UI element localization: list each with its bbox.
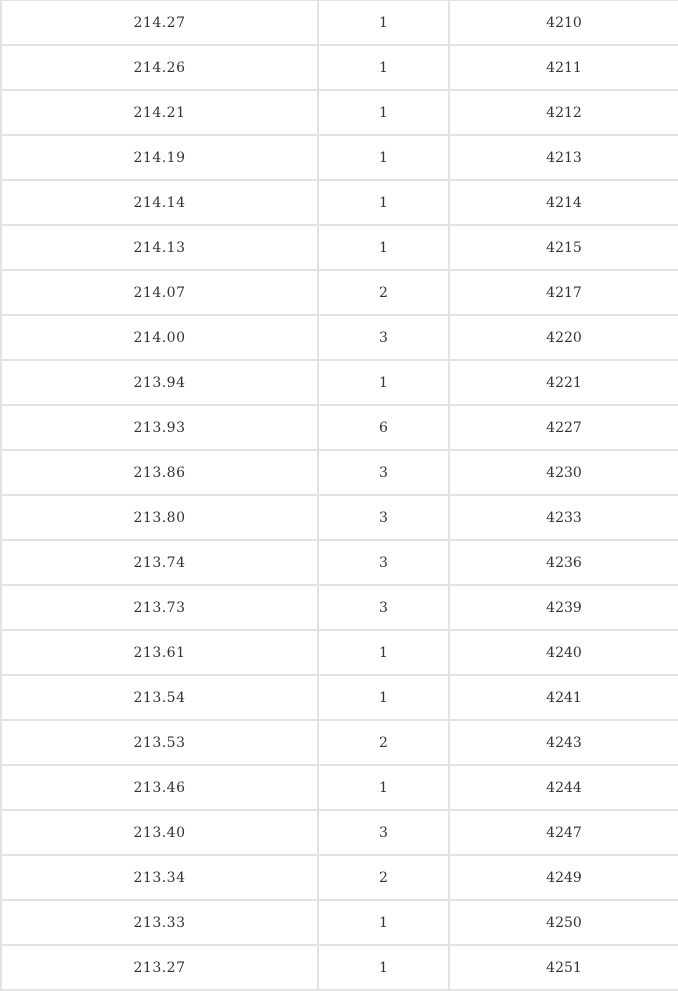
- rank-cell: 4241: [449, 675, 678, 720]
- score-cell: 213.61: [1, 630, 318, 675]
- table-row: [1, 90, 678, 135]
- table-row: [1, 945, 678, 990]
- table-row: [1, 405, 678, 450]
- table-row: [1, 360, 678, 405]
- rank-cell: 4240: [449, 630, 678, 675]
- table-row: [1, 765, 678, 810]
- rank-cell: 4214: [449, 180, 678, 225]
- score-cell: 213.40: [1, 810, 318, 855]
- rank-cell: 4251: [449, 945, 678, 990]
- rank-cell: 4236: [449, 540, 678, 585]
- table-row: [1, 720, 678, 765]
- score-cell: 213.33: [1, 900, 318, 945]
- count-cell: 1: [318, 900, 449, 945]
- table-row: [1, 630, 678, 675]
- count-cell: 3: [318, 495, 449, 540]
- table-row: [1, 270, 678, 315]
- count-cell: 1: [318, 630, 449, 675]
- table-row: [1, 855, 678, 900]
- table-row: [1, 225, 678, 270]
- score-cell: 213.27: [1, 945, 318, 990]
- score-cell: 213.80: [1, 495, 318, 540]
- score-cell: 214.00: [1, 315, 318, 360]
- count-cell: 3: [318, 540, 449, 585]
- rank-cell: 4250: [449, 900, 678, 945]
- score-cell: 213.94: [1, 360, 318, 405]
- table-row: [1, 540, 678, 585]
- score-cell: 213.34: [1, 855, 318, 900]
- count-cell: 2: [318, 270, 449, 315]
- rank-cell: 4227: [449, 405, 678, 450]
- score-cell: 214.07: [1, 270, 318, 315]
- count-cell: 2: [318, 855, 449, 900]
- count-cell: 2: [318, 720, 449, 765]
- count-cell: 1: [318, 765, 449, 810]
- rank-cell: 4244: [449, 765, 678, 810]
- score-cell: 214.27: [1, 1, 318, 46]
- count-cell: 1: [318, 180, 449, 225]
- count-cell: 1: [318, 225, 449, 270]
- table-row: [1, 180, 678, 225]
- score-cell: 213.93: [1, 405, 318, 450]
- score-cell: 214.13: [1, 225, 318, 270]
- rank-cell: 4213: [449, 135, 678, 180]
- score-cell: 214.14: [1, 180, 318, 225]
- rank-cell: 4247: [449, 810, 678, 855]
- rank-cell: 4243: [449, 720, 678, 765]
- score-cell: 214.26: [1, 45, 318, 90]
- score-cell: 213.86: [1, 450, 318, 495]
- count-cell: 1: [318, 675, 449, 720]
- score-cell: 213.54: [1, 675, 318, 720]
- rank-cell: 4220: [449, 315, 678, 360]
- rank-cell: 4233: [449, 495, 678, 540]
- count-cell: 1: [318, 1, 449, 46]
- table-row: [1, 1, 678, 46]
- table-row: [1, 900, 678, 945]
- table-row: [1, 675, 678, 720]
- count-cell: 3: [318, 450, 449, 495]
- count-cell: 3: [318, 315, 449, 360]
- rank-cell: 4215: [449, 225, 678, 270]
- count-cell: 1: [318, 360, 449, 405]
- rank-cell: 4217: [449, 270, 678, 315]
- count-cell: 3: [318, 810, 449, 855]
- score-cell: 213.73: [1, 585, 318, 630]
- count-cell: 3: [318, 585, 449, 630]
- rank-cell: 4210: [449, 1, 678, 46]
- table-row: [1, 135, 678, 180]
- table-row: [1, 810, 678, 855]
- table-row: [1, 315, 678, 360]
- rank-cell: 4211: [449, 45, 678, 90]
- score-cell: 214.21: [1, 90, 318, 135]
- count-cell: 1: [318, 945, 449, 990]
- table-row: [1, 450, 678, 495]
- score-cell: 213.46: [1, 765, 318, 810]
- table-row: [1, 585, 678, 630]
- rank-cell: 4230: [449, 450, 678, 495]
- table-row: [1, 45, 678, 90]
- count-cell: 1: [318, 90, 449, 135]
- rank-cell: 4249: [449, 855, 678, 900]
- count-cell: 1: [318, 135, 449, 180]
- score-cell: 213.53: [1, 720, 318, 765]
- rank-cell: 4239: [449, 585, 678, 630]
- count-cell: 1: [318, 45, 449, 90]
- rank-cell: 4221: [449, 360, 678, 405]
- score-cell: 213.74: [1, 540, 318, 585]
- score-table-body: [1, 1, 678, 991]
- score-cell: 214.19: [1, 135, 318, 180]
- table-row: [1, 495, 678, 540]
- rank-cell: 4212: [449, 90, 678, 135]
- count-cell: 6: [318, 405, 449, 450]
